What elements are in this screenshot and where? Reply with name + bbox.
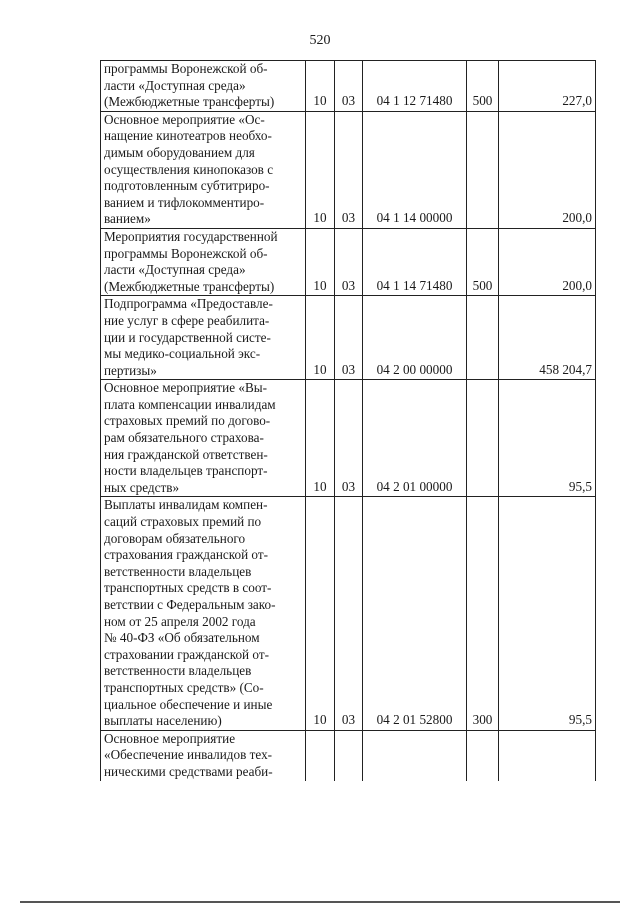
amount-cell: 95,5 xyxy=(499,497,596,730)
section-code-cell: 10 xyxy=(306,61,335,112)
table-row xyxy=(101,228,596,295)
page-number: 520 xyxy=(309,33,331,48)
amount-cell: 200,0 xyxy=(499,111,596,228)
item-name-line: ванием» xyxy=(104,211,151,227)
item-name-line: договорам обязательного xyxy=(104,530,246,546)
section-code-cell: 10 xyxy=(306,380,335,497)
item-name-cell xyxy=(101,228,306,295)
item-name-line: ветственности владельцев xyxy=(104,663,252,679)
item-name-line: программы Воронежской об- xyxy=(104,61,268,76)
section-code-cell: 10 xyxy=(306,111,335,228)
item-name-line: страховании гражданской от- xyxy=(104,646,269,662)
target-article-cell: 04 2 01 00000 xyxy=(363,380,467,497)
expense-type-cell: 500 xyxy=(467,61,499,112)
item-name-line: ванием и тифлокомментиро- xyxy=(104,194,265,210)
amount-cell: 95,5 xyxy=(499,380,596,497)
subsection-code-cell: 03 xyxy=(335,296,363,380)
item-name-line: ветственности владельцев xyxy=(104,563,252,579)
table-row xyxy=(101,296,596,380)
item-name-cell xyxy=(101,380,306,497)
item-name-line: страховых премий по догово- xyxy=(104,413,271,429)
item-name-line: осуществления кинопоказов с xyxy=(104,161,274,177)
section-code-cell: 10 xyxy=(306,296,335,380)
item-name-line: циальное обеспечение и иные xyxy=(104,696,273,712)
item-name-line: ническими средствами реаби- xyxy=(104,763,273,779)
table-row xyxy=(101,497,596,730)
item-name-cell xyxy=(101,296,306,380)
target-article-cell: 04 1 14 00000 xyxy=(363,111,467,228)
section-code-cell: 10 xyxy=(306,228,335,295)
expense-type-cell: 300 xyxy=(467,497,499,730)
item-name-cell xyxy=(101,61,306,112)
expense-type-cell xyxy=(467,730,499,780)
item-name-line: (Межбюджетные трансферты) xyxy=(104,94,275,110)
item-name-line: ния гражданской ответствен- xyxy=(104,446,268,462)
item-name-cell xyxy=(101,497,306,730)
item-name-line: нащение кинотеатров необхо- xyxy=(104,128,272,144)
expense-type-cell xyxy=(467,380,499,497)
item-name-line: ние услуг в сфере реабилита- xyxy=(104,312,270,328)
item-name-cell xyxy=(101,111,306,228)
item-name-line: ласти «Доступная среда» xyxy=(104,77,246,93)
budget-table-body xyxy=(101,61,596,781)
item-name-cell xyxy=(101,730,306,780)
subsection-code-cell: 03 xyxy=(335,380,363,497)
subsection-code-cell: 03 xyxy=(335,497,363,730)
budget-table xyxy=(100,60,596,781)
section-code-cell: 10 xyxy=(306,497,335,730)
item-name-line: Выплаты инвалидам компен- xyxy=(104,497,268,513)
subsection-code-cell: 03 xyxy=(335,111,363,228)
item-name-line: (Межбюджетные трансферты) xyxy=(104,278,275,294)
table-row xyxy=(101,380,596,497)
item-name-line: выплаты населению) xyxy=(104,713,222,729)
section-code-cell xyxy=(306,730,335,780)
item-name-line: ных средств» xyxy=(104,479,180,495)
target-article-cell: 04 2 00 00000 xyxy=(363,296,467,380)
item-name-line: Основное мероприятие xyxy=(104,730,236,746)
item-name-line: ветствии с Федеральным зако- xyxy=(104,597,276,612)
item-name-line: транспортных средств» (Со- xyxy=(104,679,264,695)
item-name-line: димым оборудованием для xyxy=(104,144,255,160)
item-name-line: Основное мероприятие «Ос- xyxy=(104,111,265,127)
target-article-cell: 04 1 14 71480 xyxy=(363,228,467,295)
table-row xyxy=(101,61,596,112)
amount-cell: 458 204,7 xyxy=(499,296,596,380)
page-bottom-rule xyxy=(20,901,620,903)
item-name-line: программы Воронежской об- xyxy=(104,245,268,261)
item-name-line: пертизы» xyxy=(104,362,157,378)
target-article-cell: 04 2 01 52800 xyxy=(363,497,467,730)
item-name-line: Мероприятия государственной xyxy=(104,228,278,244)
item-name-line: транспортных средств в соот- xyxy=(104,580,272,596)
subsection-code-cell xyxy=(335,730,363,780)
item-name-line: плата компенсации инвалидам xyxy=(104,396,276,412)
item-name-line: ции и государственной систе- xyxy=(104,329,271,345)
expense-type-cell: 500 xyxy=(467,228,499,295)
subsection-code-cell: 03 xyxy=(335,228,363,295)
amount-cell: 200,0 xyxy=(499,228,596,295)
item-name-line: подготовленным субтитриро- xyxy=(104,178,270,194)
table-row xyxy=(101,730,596,780)
amount-cell: 227,0 xyxy=(499,61,596,112)
item-name-line: № 40-ФЗ «Об обязательном xyxy=(104,630,260,646)
item-name-line: «Обеспечение инвалидов тех- xyxy=(104,747,273,763)
item-name-line: ности владельцев транспорт- xyxy=(104,463,268,479)
expense-type-cell xyxy=(467,296,499,380)
item-name-line: ном от 25 апреля 2002 года xyxy=(104,613,256,629)
item-name-line: рам обязательного страхова- xyxy=(104,430,264,446)
subsection-code-cell: 03 xyxy=(335,61,363,112)
item-name-line: Подпрограмма «Предоставле- xyxy=(104,296,273,312)
target-article-cell xyxy=(363,730,467,780)
amount-cell xyxy=(499,730,596,780)
table-row xyxy=(101,111,596,228)
item-name-line: Основное мероприятие «Вы- xyxy=(104,380,267,396)
item-name-line: саций страховых премий по xyxy=(104,514,262,530)
item-name-line: ласти «Доступная среда» xyxy=(104,262,246,278)
item-name-line: страхования гражданской от- xyxy=(104,547,268,563)
expense-type-cell xyxy=(467,111,499,228)
item-name-line: мы медико-социальной экс- xyxy=(104,346,261,362)
target-article-cell: 04 1 12 71480 xyxy=(363,61,467,112)
